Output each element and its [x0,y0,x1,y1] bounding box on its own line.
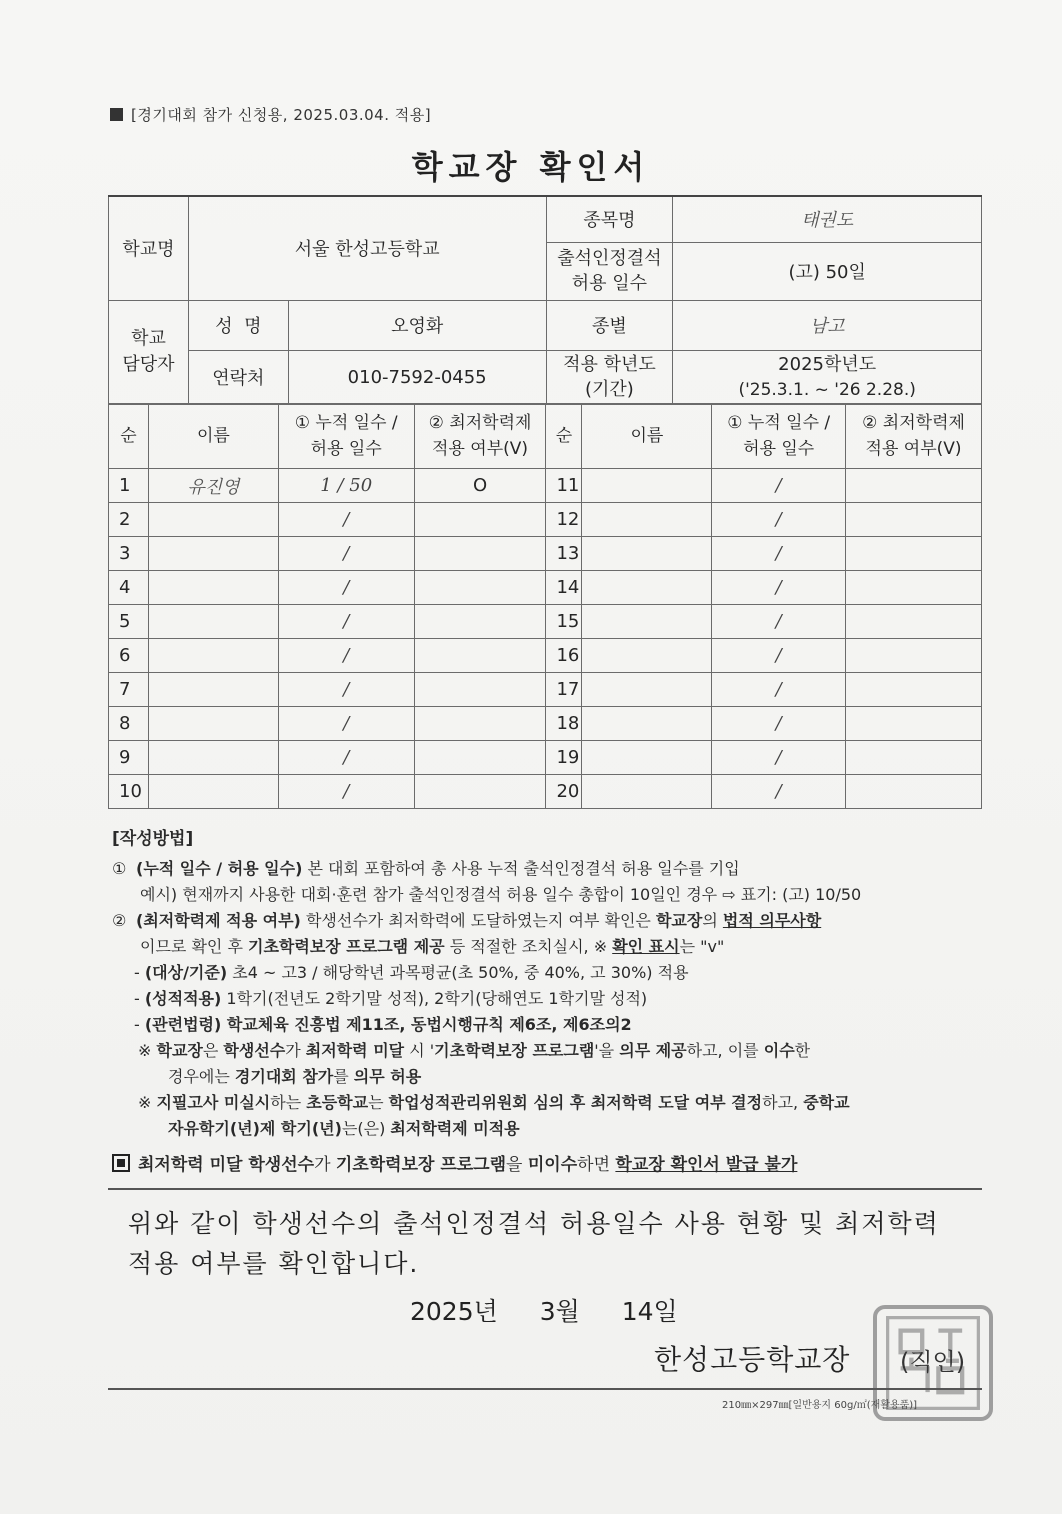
instructions [112,826,982,1178]
table-row [109,741,982,775]
min-grade-check [846,503,982,537]
min-grade-check [414,673,546,707]
cumulative-days: 1 / 50 [278,469,414,503]
col-days: ① 누적 일수 / 허용 일수 [278,404,414,469]
row-number: 20 [546,775,582,809]
cumulative-days: / [712,741,846,775]
student-name [148,639,278,673]
table-row [109,775,982,809]
cumulative-days: / [712,469,846,503]
col-min: ② 최저학력제 적용 여부(V) [846,404,982,469]
row-number: 16 [546,639,582,673]
col-no: 순 [109,404,149,469]
bottom-divider [108,1388,982,1390]
confirmation-text: 위와 같이 학생선수의 출석인정결석 허용일수 사용 현황 및 최저학력 적용 여부를 확인합니다. [128,1209,940,1278]
table-row [109,503,982,537]
square-bullet-icon [110,108,123,121]
cumulative-days: / [278,605,414,639]
instruction-note-1-line2: 경우에는 경기대회 참가를 의무 허용 [168,1067,422,1086]
min-grade-check [414,537,546,571]
row-number: 11 [546,469,582,503]
cumulative-days: / [278,537,414,571]
student-name [582,469,712,503]
instruction-note-1: ※ 학교장은 학생선수가 최저학력 미달 시 '기초학력보장 프로그램'을 의무 제공하고, 이를 이수한 [138,1041,811,1060]
year-label: 적용 학년도 (기간) [546,350,673,404]
cumulative-days: / [712,571,846,605]
row-number: 18 [546,707,582,741]
min-grade-check [846,537,982,571]
min-grade-check [846,639,982,673]
row-number: 17 [546,673,582,707]
student-name [148,707,278,741]
col-no: 순 [546,404,582,469]
student-name [148,503,278,537]
roster-header [109,404,982,469]
student-name [582,775,712,809]
row-number: 15 [546,605,582,639]
min-grade-check [846,707,982,741]
school-value: 서울 한성고등학교 [188,196,546,300]
row-number: 3 [109,537,149,571]
roster-table [108,403,982,809]
table-row [109,639,982,673]
header-note: [경기대회 참가 신청용, 2025.03.04. 적용] [110,104,431,125]
row-number: 1 [109,469,149,503]
min-grade-check [414,605,546,639]
cumulative-days: / [278,707,414,741]
checkbox-bullet-icon [112,1154,130,1172]
student-name [582,537,712,571]
roster-body [109,404,982,809]
instruction-item-1: ① (누적 일수 / 허용 일수) 본 대회 포함하여 총 사용 누적 출석인정결석 허용 일수를 기입 [112,859,740,878]
issue-date: 2025년 3월 14일 [410,1297,678,1326]
seal-label: (직인) [900,1348,966,1376]
student-name [582,503,712,537]
contact-value: 010-7592-0455 [288,350,546,404]
sport-label: 종목명 [546,196,673,242]
row-number: 4 [109,571,149,605]
name-label: 성 명 [188,300,288,350]
cumulative-days: / [278,639,414,673]
student-name [582,741,712,775]
instruction-example: 예시) 현재까지 사용한 대회·훈련 참가 출석인정결석 허용 일수 총합이 10일인 경우 ⇨ 표기: (고) 10/50 [140,885,862,904]
min-grade-check [846,571,982,605]
instructions-title: [작성방법] [112,829,194,849]
min-grade-check [846,741,982,775]
col-days: ① 누적 일수 / 허용 일수 [712,404,846,469]
min-grade-check [414,571,546,605]
student-name [148,673,278,707]
min-grade-check [846,775,982,809]
min-grade-check [846,605,982,639]
min-grade-check [414,741,546,775]
category-label: 종별 [546,300,673,350]
student-name [148,537,278,571]
student-name [582,605,712,639]
instruction-grade: - (성적적용) 1학기(전년도 2학기말 성적), 2학기(당해연도 1학기말 성적) [134,989,648,1008]
cumulative-days: / [712,639,846,673]
cumulative-days: / [278,571,414,605]
cumulative-days: / [278,503,414,537]
min-grade-check [414,775,546,809]
table-row [109,537,982,571]
cumulative-days: / [712,503,846,537]
col-min: ② 최저학력제 적용 여부(V) [414,404,546,469]
table-row [109,673,982,707]
sport-value: 태권도 [673,196,982,242]
student-name [148,775,278,809]
cumulative-days: / [712,673,846,707]
table-row [109,707,982,741]
table-row [109,469,982,503]
allow-days-label: 출석인정결석 허용 일수 [546,242,673,300]
min-grade-check [846,673,982,707]
student-name [582,571,712,605]
instruction-item-2-line2: 이므로 확인 후 기초학력보장 프로그램 제공 등 적절한 조치실시, ※ 확인 표시는 "v" [140,937,725,956]
student-name [148,571,278,605]
allow-days-value: (고) 50일 [673,242,982,300]
row-number: 13 [546,537,582,571]
name-value: 오영화 [288,300,546,350]
instruction-final: 최저학력 미달 학생선수가 기초학력보장 프로그램을 미이수하면 학교장 확인서 발급 불가 [112,1152,982,1178]
cumulative-days: / [278,741,414,775]
row-number: 14 [546,571,582,605]
instruction-law: - (관련법령) 학교체육 진흥법 제11조, 동법시행규칙 제6조, 제6조의2 [134,1015,632,1034]
row-number: 5 [109,605,149,639]
min-grade-check: O [414,469,546,503]
row-number: 9 [109,741,149,775]
cumulative-days: / [712,537,846,571]
student-name [148,605,278,639]
col-name: 이름 [582,404,712,469]
min-grade-check [846,469,982,503]
page-title: 학교장 확인서 [411,148,651,186]
student-name [148,741,278,775]
min-grade-check [414,503,546,537]
year-value: 2025학년도 ('25.3.1. ~ '26 2.28.) [673,350,982,404]
row-number: 2 [109,503,149,537]
cumulative-days: / [278,775,414,809]
instruction-note-2: ※ 지필고사 미실시하는 초등학교는 학업성적관리위원회 심의 후 최저학력 도달 여부 결정하고, 중학교 [138,1093,850,1112]
paper-spec: 210㎜×297㎜[일반용지 60g/㎡(재활용품)] [722,1400,918,1411]
min-grade-check [414,707,546,741]
row-number: 12 [546,503,582,537]
min-grade-check [414,639,546,673]
student-name [582,673,712,707]
cumulative-days: / [712,707,846,741]
contact-label: 연락처 [188,350,288,404]
student-name [582,707,712,741]
row-number: 8 [109,707,149,741]
row-number: 7 [109,673,149,707]
cumulative-days: / [712,605,846,639]
student-name: 유진영 [148,469,278,503]
row-number: 19 [546,741,582,775]
info-table [108,195,982,405]
principal-name: 한성고등학교장 [654,1343,851,1376]
category-value: 남고 [673,300,982,350]
cumulative-days: / [278,673,414,707]
row-number: 10 [109,775,149,809]
manager-label: 학교 담당자 [109,300,189,404]
table-row [109,571,982,605]
row-number: 6 [109,639,149,673]
col-name: 이름 [148,404,278,469]
cumulative-days: / [712,775,846,809]
instruction-item-2: ② (최저학력제 적용 여부) 학생선수가 최저학력에 도달하였는지 여부 확인은 학교장의 법적 의무사항 [112,911,822,930]
student-name [582,639,712,673]
instruction-note-2-line2: 자유학기(년)제 학기(년)는(은) 최저학력제 미적용 [168,1119,520,1138]
table-row [109,605,982,639]
instruction-target: - (대상/기준) 초4 ~ 고3 / 해당학년 과목평균(초 50%, 중 40%, 고 30%) 적용 [134,963,689,982]
school-label: 학교명 [109,196,189,300]
divider [108,1188,982,1190]
